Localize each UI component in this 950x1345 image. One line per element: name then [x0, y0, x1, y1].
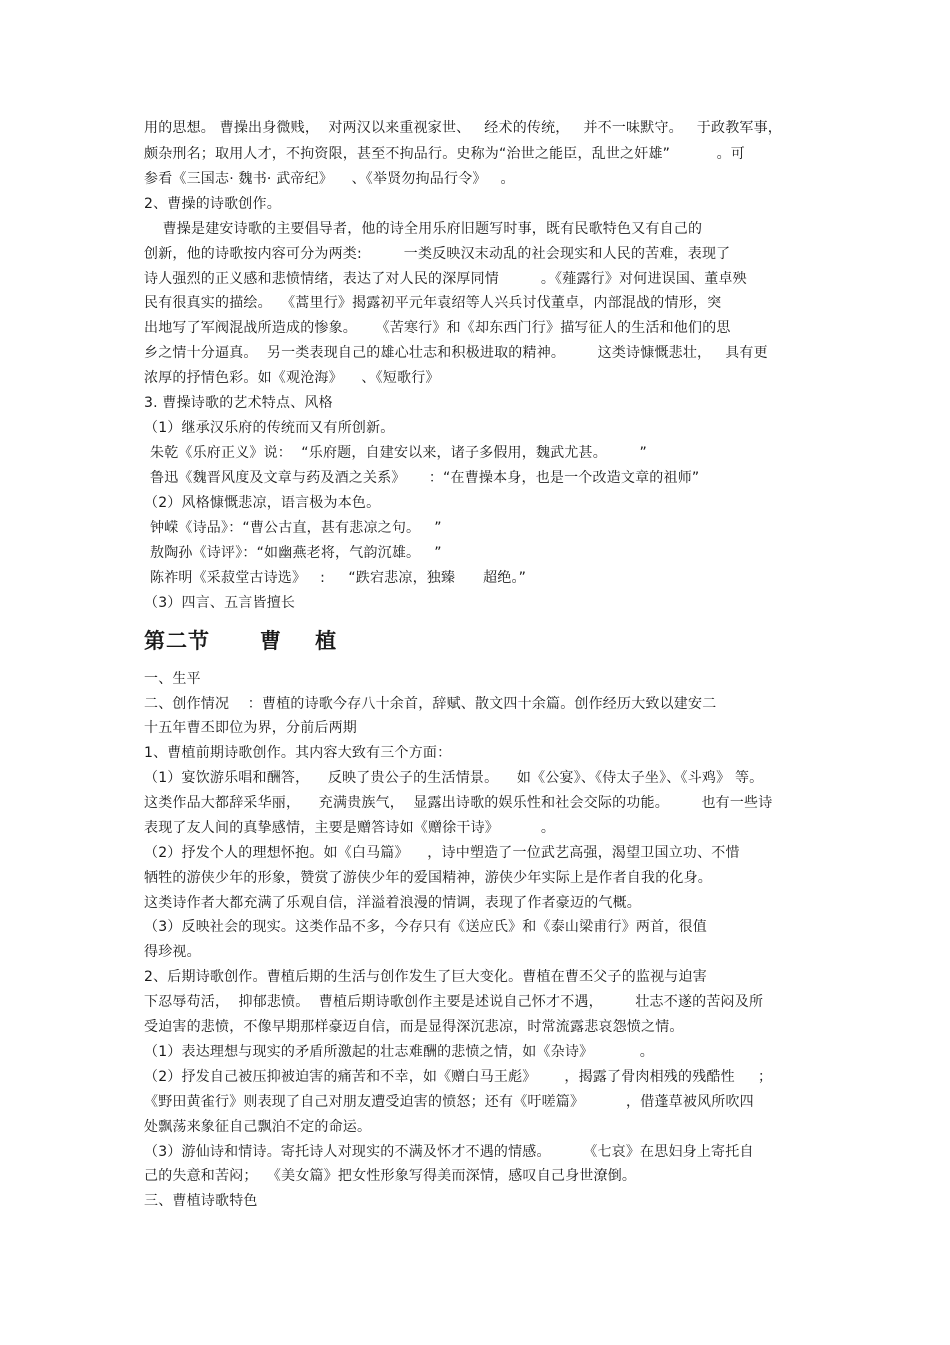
text-line: 3. 曹操诗歌的艺术特点、风格 — [144, 395, 333, 411]
section-heading: 第二节 曹 植 — [144, 628, 338, 653]
text-line: 用的思想。 曹操出身微贱， 对两汉以来重视家世、 经术的传统， 并不一味默守。 于政教军事， — [144, 120, 782, 136]
text-line: （3）游仙诗和情诗。寄托诗人对现实的不满及怀才不遇的情感。 《七哀》在思妇身上寄托自 — [144, 1144, 754, 1160]
text-line: 受迫害的悲愤，不像早期那样豪迈自信，而是显得深沉悲凉，时常流露悲哀怨愤之情。 — [144, 1019, 684, 1035]
text-line: 1、曹植前期诗歌创作。其内容大致有三个方面： — [144, 745, 452, 761]
text-line: （3）四言、五言皆擅长 — [144, 595, 296, 611]
text-line: 鲁迅《魏晋风度及文章与药及酒之关系》 ：“在曹操本身，也是一个改造文章的祖师” — [150, 470, 700, 486]
text-line: 创新，他的诗歌按内容可分为两类: 一类反映汉末动乱的社会现实和人民的苦难，表现了 — [144, 246, 731, 262]
text-line: 2、曹操的诗歌创作。 — [144, 196, 281, 212]
text-line: 牺牲的游侠少年的形象，赞赏了游侠少年的爱国精神，游侠少年实际上是作者自我的化身。 — [144, 870, 712, 886]
text-line: 朱乾《乐府正义》说： “乐府题，自建安以来，诸子多假用，魏武尤甚。 ” — [150, 445, 647, 461]
text-line: 2、后期诗歌创作。曹植后期的生活与创作发生了巨大变化。曹植在曹丕父子的监视与迫害 — [144, 969, 707, 985]
text-line: （3）反映社会的现实。这类作品不多，今存只有《送应氏》和《泰山梁甫行》两首，很值 — [144, 919, 707, 935]
text-line: 这类作品大都辞采华丽， 充满贵族气， 显露出诗歌的娱乐性和社会交际的功能。 也有一些诗 — [144, 795, 773, 811]
text-line: 民有很真实的描绘。 《蒿里行》揭露初平元年袁绍等人兴兵讨伐董卓，内部混战的情形，突 — [144, 295, 722, 311]
text-line: 十五年曹丕即位为界，分前后两期 — [144, 720, 357, 736]
text-line: 颇杂刑名；取用人才，不拘资限，甚至不拘品行。史称为“治世之能臣，乱世之奸雄” 。可 — [144, 146, 746, 162]
text-line: 钟嵘《诗品》：“曹公古直，甚有悲凉之句。 ” — [150, 520, 442, 536]
text-line: 表现了友人间的真挚感情，主要是赠答诗如《赠徐干诗》 。 — [144, 820, 556, 836]
text-line: 一、生平 — [144, 671, 201, 687]
text-line: 这类诗作者大都充满了乐观自信，洋溢着浪漫的情调，表现了作者豪迈的气概。 — [144, 895, 641, 911]
text-line: 陈祚明《采菽堂古诗选》 : “跌宕悲凉，独臻 超绝。” — [150, 570, 527, 586]
text-line: （1）宴饮游乐唱和酬答， 反映了贵公子的生活情景。 如《公宴》、《侍太子坐》、《斗鸡》 等。 — [144, 770, 764, 786]
text-line: 曹操是建安诗歌的主要倡导者，他的诗全用乐府旧题写时事，既有民歌特色又有自己的 — [144, 221, 703, 237]
text-line: （1）表达理想与现实的矛盾所激起的壮志难酬的悲愤之情，如《杂诗》 。 — [144, 1044, 655, 1060]
text-line: 浓厚的抒情色彩。如《观沧海》 、《短歌行》 — [144, 370, 440, 386]
text-line: （2）风格慷慨悲凉，语言极为本色。 — [144, 495, 381, 511]
text-line: 己的失意和苦闷； 《美女篇》把女性形象写得美而深情，感叹自己身世潦倒。 — [144, 1168, 637, 1184]
text-line: 诗人强烈的正义感和悲愤情绪，表达了对人民的深厚同情 。《薤露行》对何进误国、董卓殃 — [144, 271, 747, 287]
text-line: 三、曹植诗歌特色 — [144, 1193, 258, 1209]
text-line: 出地写了军阀混战所造成的惨象。 《苦寒行》和《却东西门行》描写征人的生活和他们的思 — [144, 320, 731, 336]
text-line: 得珍视。 — [144, 944, 201, 960]
text-line: （1）继承汉乐府的传统而又有所创新。 — [144, 420, 395, 436]
text-line: 敖陶孙《诗评》：“如幽燕老将，气韵沉雄。 ” — [150, 545, 442, 561]
text-line: 《野田黄雀行》则表现了自己对朋友遭受迫害的愤怒；还有《吁嗟篇》 ，借蓬草被风所吹四 — [144, 1094, 754, 1110]
text-line: 二、创作情况 ：曹植的诗歌今存八十余首，辞赋、散文四十余篇。创作经历大致以建安二 — [144, 696, 717, 712]
text-line: 参看《三国志· 魏书· 武帝纪》 、《举贤勿拘品行令》 。 — [144, 171, 515, 187]
text-line: 下忍辱苟活， 抑郁悲愤。 曹植后期诗歌创作主要是述说自己怀才不遇， 壮志不遂的苦闷及所 — [144, 994, 764, 1010]
text-line: （2）抒发个人的理想怀抱。如《白马篇》 ，诗中塑造了一位武艺高强，渴望卫国立功、不惜 — [144, 845, 740, 861]
text-line: （2）抒发自己被压抑被迫害的痛苦和不幸，如《赠白马王彪》 ，揭露了骨肉相残的残酷性 ； — [144, 1069, 773, 1085]
text-line: 处飘荡来象征自己飘泊不定的命运。 — [144, 1119, 372, 1135]
text-line: 乡之情十分逼真。 另一类表现自己的雄心壮志和积极进取的精神。 这类诗慷慨悲壮， 具有更 — [144, 345, 768, 361]
